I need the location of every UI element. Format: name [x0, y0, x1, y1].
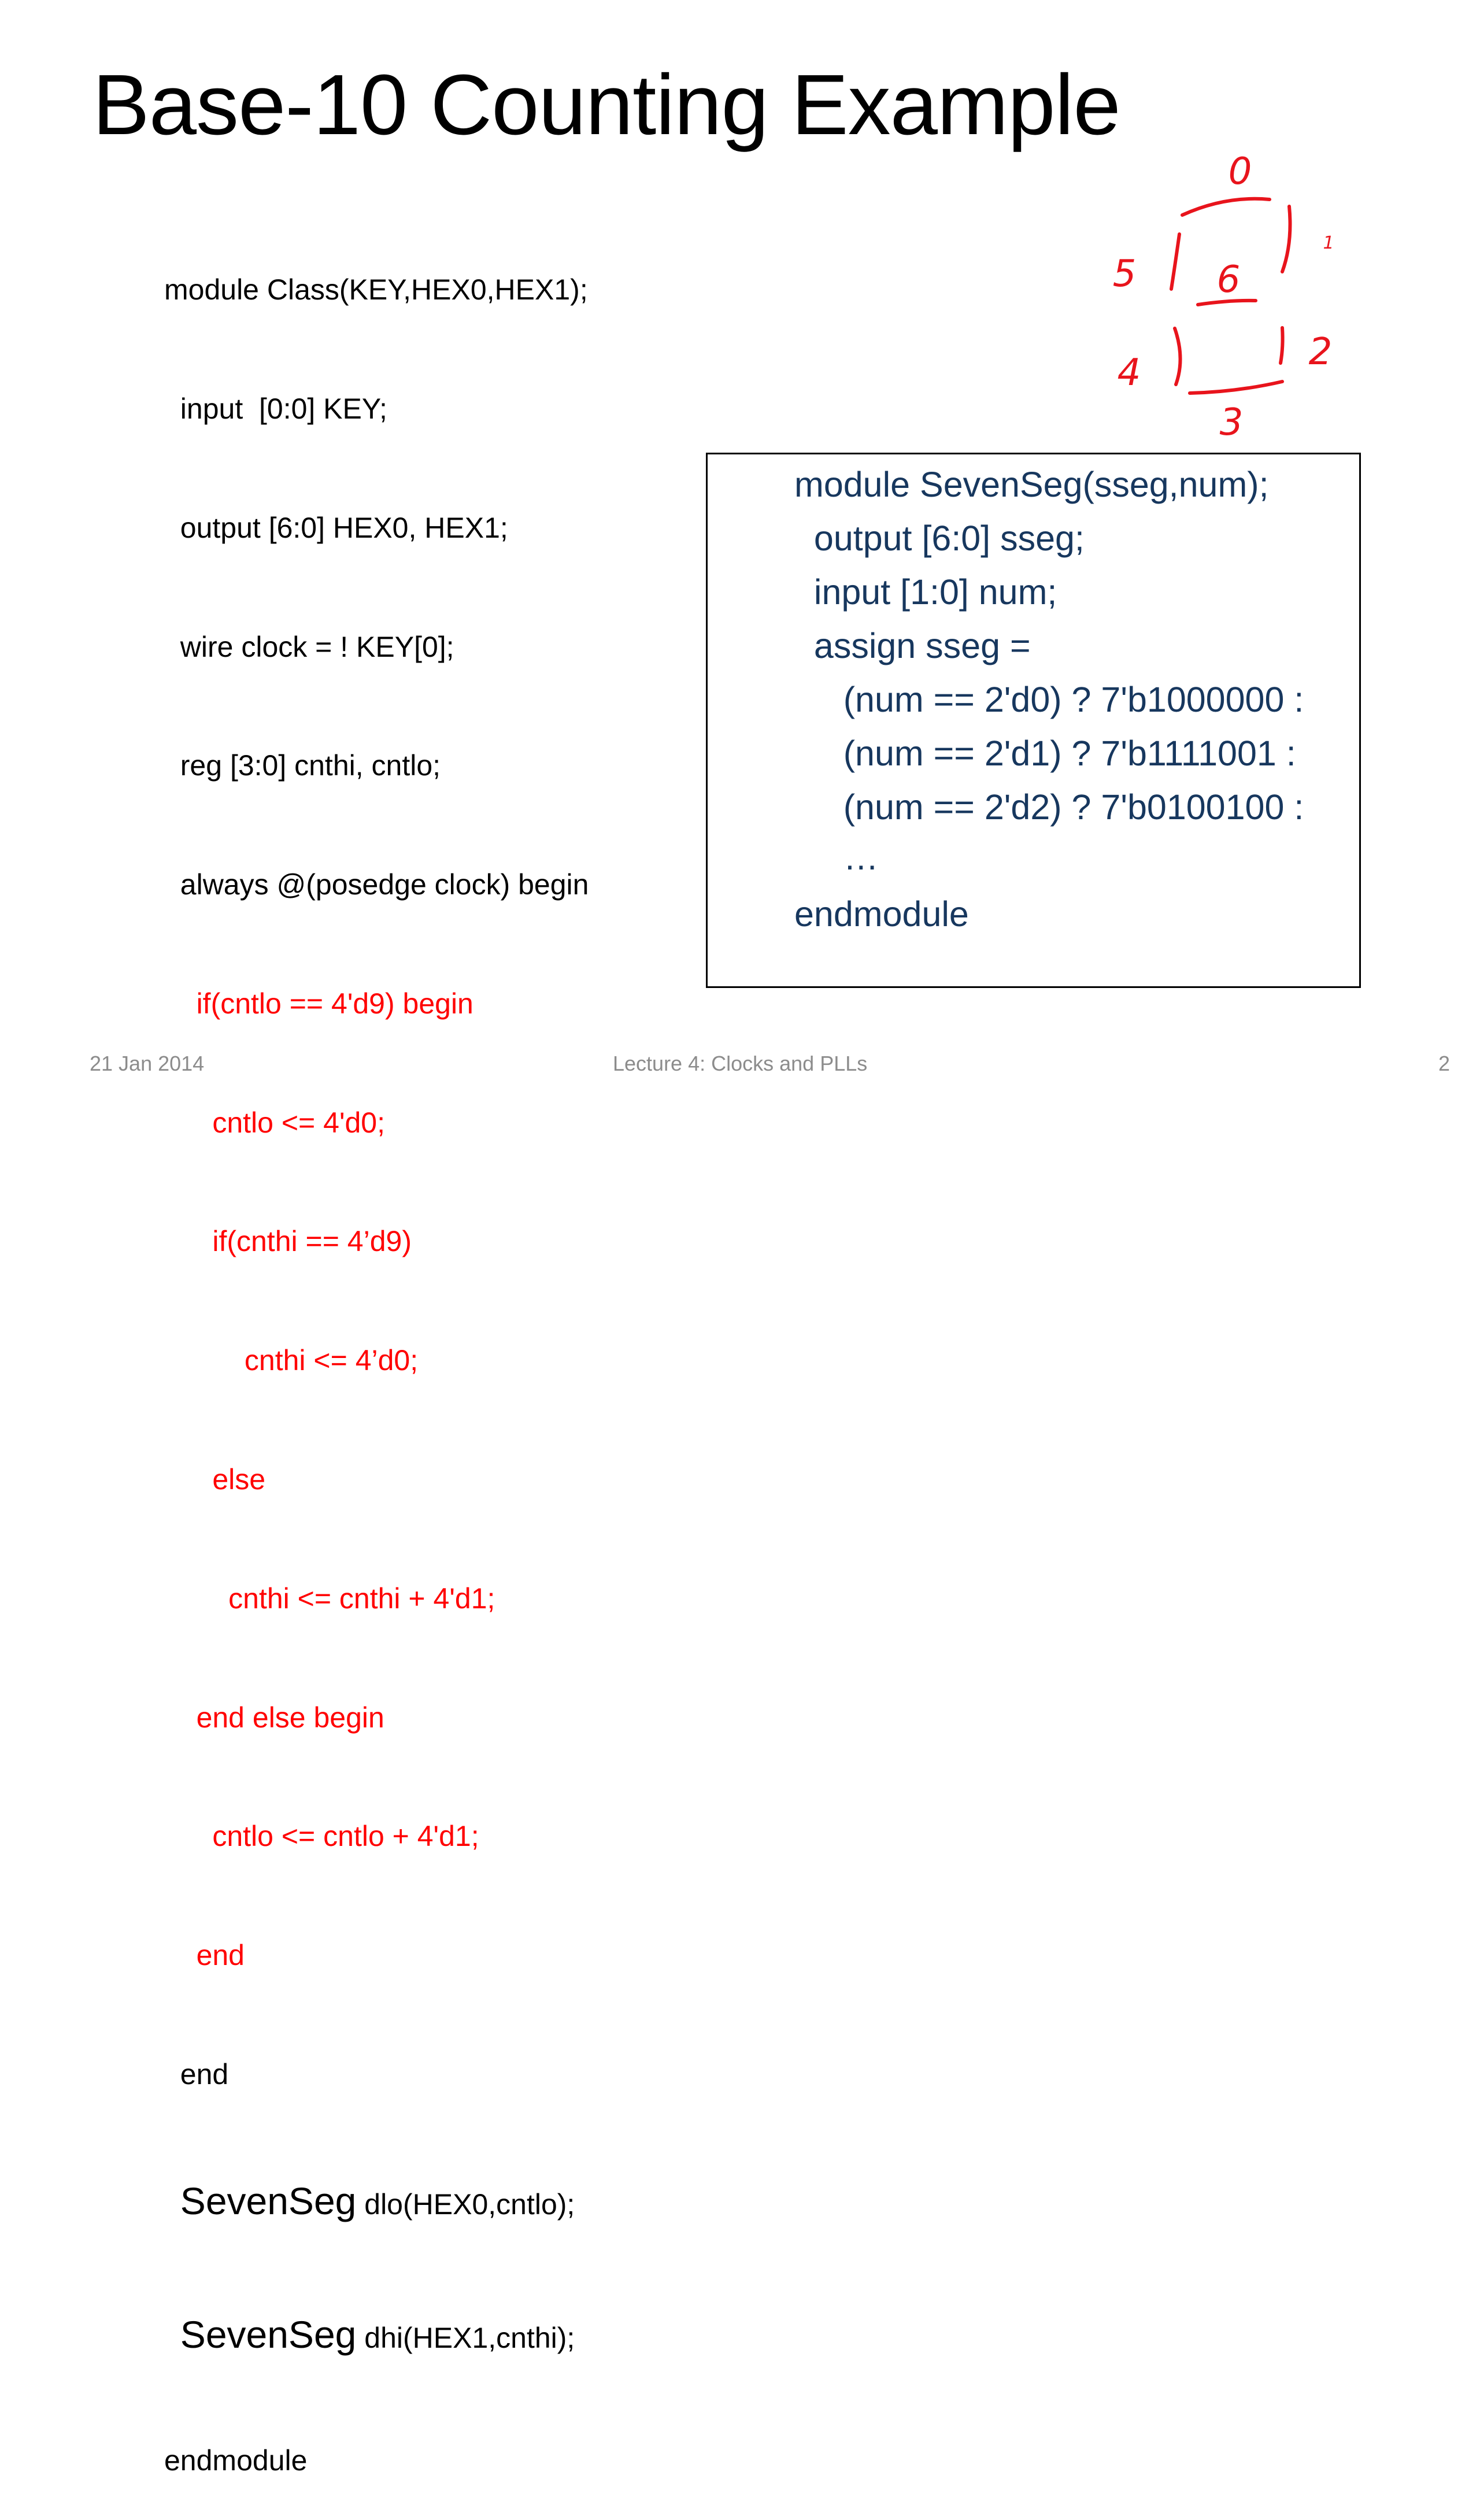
segment-label-0: 0 — [1228, 150, 1252, 193]
segment-label-4: 4 — [1117, 351, 1141, 394]
code-line-highlighted: end else begin — [164, 1701, 384, 1734]
box-code-line: module SevenSeg(sseg,num); — [794, 465, 1269, 504]
code-line-highlighted: cntlo <= cntlo + 4'd1; — [164, 1820, 479, 1853]
box-code-line: endmodule — [794, 894, 969, 934]
box-code-line: (num == 2'd1) ? 7'b1111001 : — [794, 734, 1296, 773]
code-line: wire clock = ! KEY[0]; — [164, 630, 454, 663]
code-line: reg [3:0] cnthi, cntlo; — [164, 749, 441, 782]
code-line: endmodule — [164, 2444, 308, 2477]
segment-0-stroke — [1182, 199, 1270, 215]
footer-date: 21 Jan 2014 — [90, 1052, 205, 1075]
seven-segment-sketch — [0, 0, 1480, 1110]
box-code-line: assign sseg = — [794, 626, 1031, 665]
segment-3-stroke — [1190, 382, 1282, 393]
segment-5-stroke — [1171, 234, 1179, 289]
instance-line — [164, 2174, 589, 2228]
instance-args: dhi(HEX1,cnthi); — [356, 2321, 575, 2354]
box-code-line: … — [794, 838, 879, 877]
segment-1-stroke — [1282, 206, 1290, 272]
footer-page-number: 2 — [1438, 1052, 1451, 1075]
code-line: input [0:0] KEY; — [164, 392, 387, 425]
code-line-highlighted: if(cntlo == 4'd9) begin — [164, 987, 473, 1020]
code-line-highlighted: cntlo <= 4'd0; — [164, 1106, 386, 1139]
instance-type: SevenSeg — [180, 2179, 357, 2222]
segment-label-3: 3 — [1219, 401, 1244, 444]
segment-label-1: 1 — [1323, 233, 1334, 253]
code-line-highlighted: else — [164, 1463, 266, 1496]
code-line: always @(posedge clock) begin — [164, 868, 589, 901]
instance-args: dlo(HEX0,cntlo); — [356, 2188, 575, 2221]
box-code-line: input [1:0] num; — [794, 572, 1057, 612]
box-code-line: output [6:0] sseg; — [794, 519, 1085, 558]
segment-label-6: 6 — [1216, 258, 1241, 301]
segment-2-stroke — [1281, 328, 1283, 363]
slide-title: Base-10 Counting Example — [92, 57, 1120, 153]
segment-label-5: 5 — [1112, 253, 1137, 295]
code-line-highlighted: cnthi <= cnthi + 4'd1; — [164, 1582, 495, 1615]
segment-4-stroke — [1175, 328, 1181, 384]
box-code-line: (num == 2'd0) ? 7'b1000000 : — [794, 680, 1304, 719]
code-line: module Class(KEY,HEX0,HEX1); — [164, 273, 588, 306]
code-line: end — [164, 2058, 229, 2090]
code-line: output [6:0] HEX0, HEX1; — [164, 511, 508, 544]
code-line-highlighted: end — [164, 1939, 245, 1972]
code-line-highlighted: if(cnthi == 4’d9) — [164, 1225, 412, 1258]
footer-lecture-title: Lecture 4: Clocks and PLLs — [613, 1052, 868, 1075]
instance-type: SevenSeg — [180, 2312, 357, 2356]
segment-label-2: 2 — [1308, 331, 1333, 373]
instance-line — [164, 2307, 589, 2362]
box-code-line: (num == 2'd2) ? 7'b0100100 : — [794, 787, 1304, 827]
code-line-highlighted: cnthi <= 4’d0; — [164, 1344, 419, 1377]
